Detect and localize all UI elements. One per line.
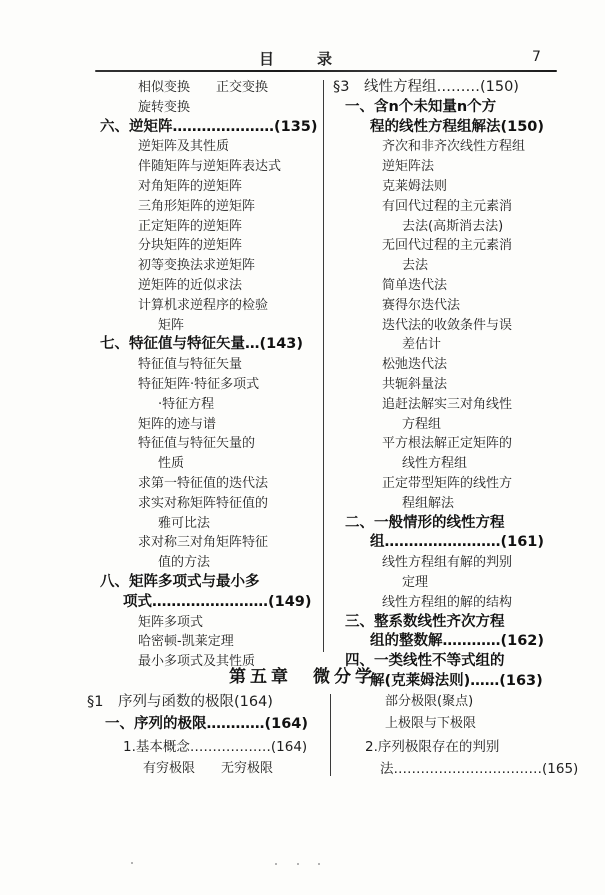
toc-entry: 八、矩阵多项式与最小多 <box>100 573 260 590</box>
toc-entry: 定理 <box>402 574 429 590</box>
page-title: 目 录 <box>258 50 346 68</box>
toc-entry: 2.序列极限存在的判别 <box>365 738 500 755</box>
toc-entry: 有回代过程的主元素消 <box>382 198 513 214</box>
toc-entry: 分块矩阵的逆矩阵 <box>138 238 243 254</box>
toc-entry: 特征值与特征矢量 <box>138 357 243 373</box>
scan-speck <box>297 863 299 865</box>
column-divider-bottom <box>330 694 331 776</box>
toc-entry: 四、一类线性不等式组的 <box>345 653 505 670</box>
toc-entry: 无回代过程的主元素消 <box>382 238 513 254</box>
toc-entry: 求第一特征值的迭代法 <box>138 475 269 491</box>
toc-entry: 逆矩阵法 <box>382 159 435 175</box>
chapter-heading: 第五章 微分学 <box>229 667 376 687</box>
toc-entry: 差估计 <box>402 337 442 353</box>
toc-entry: 七、特征值与特征矢量…(143) <box>100 336 304 353</box>
toc-entry: 1.基本概念………………(164) <box>123 738 308 755</box>
bottom-right-column <box>340 691 579 781</box>
toc-entry: 迭代法的收敛条件与误 <box>382 317 513 333</box>
toc-entry: §1 序列与函数的极限(164) <box>87 694 273 710</box>
toc-entry: 矩阵 <box>158 317 185 333</box>
toc-entry: 二、一般情形的线性方程 <box>345 514 505 531</box>
toc-entry: 一、含n个未知量n个方 <box>345 98 497 115</box>
toc-entry: 对角矩阵的逆矩阵 <box>138 178 243 194</box>
toc-entry: §3 线性方程组………(150) <box>333 79 519 95</box>
toc-entry: 三、整系数线性齐次方程 <box>345 613 505 630</box>
toc-entry: 六、逆矩阵…………………(135) <box>100 118 318 135</box>
toc-entry: 求对称三对角矩阵特征 <box>138 535 269 551</box>
toc-entry: 正定矩阵的逆矩阵 <box>138 218 243 234</box>
toc-entry: 克莱姆法则 <box>382 178 448 194</box>
toc-entry: 有穷极限 无穷极限 <box>143 761 274 777</box>
toc-entry: 法……………………………(165) <box>380 761 579 778</box>
toc-entry: 特征矩阵·特征多项式 <box>138 376 260 392</box>
toc-entry: 性质 <box>158 456 185 472</box>
right-column <box>333 78 563 692</box>
toc-entry: 计算机求逆程序的检验 <box>138 297 269 313</box>
toc-entry: 逆矩阵及其性质 <box>138 139 230 155</box>
toc-entry: 组的整数解…………(162) <box>370 633 545 650</box>
toc-entry: 伴随矩阵与逆矩阵表达式 <box>138 159 282 175</box>
page-number: 7 <box>532 49 541 65</box>
scan-speck <box>275 863 277 865</box>
toc-entry: 赛得尔迭代法 <box>382 297 461 313</box>
toc-entry: 程组解法 <box>402 495 455 511</box>
header-rule <box>95 70 557 72</box>
toc-entry: 组……………………(161) <box>370 534 545 551</box>
toc-entry: 旋转变换 <box>138 99 191 115</box>
toc-entry: 线性方程组有解的判别 <box>382 555 513 571</box>
toc-entry: 哈密顿-凯莱定理 <box>138 634 234 650</box>
toc-entry: 值的方法 <box>158 555 211 571</box>
toc-entry: 去法(高斯消去法) <box>402 218 504 234</box>
toc-entry: 相似变换 正交变换 <box>138 80 269 95</box>
toc-entry: 项式……………………(149) <box>123 593 312 610</box>
toc-entry: 去法 <box>402 258 429 274</box>
toc-entry: 上极限与下极限 <box>385 716 477 732</box>
scan-speck <box>131 862 133 864</box>
toc-entry: 线性方程组 <box>402 456 468 472</box>
toc-entry: 松弛迭代法 <box>382 357 448 373</box>
toc-entry: 一、序列的极限…………(164) <box>105 716 309 733</box>
toc-entry: 雅可比法 <box>158 515 211 531</box>
toc-entry: 追赶法解实三对角线性 <box>382 396 513 412</box>
toc-entry: 齐次和非齐次线性方程组 <box>382 139 526 155</box>
toc-entry: 线性方程组的解的结构 <box>382 594 513 610</box>
bottom-left-column <box>85 691 330 781</box>
toc-entry: 矩阵多项式 <box>138 614 204 630</box>
column-divider-top <box>323 80 324 652</box>
toc-entry: 矩阵的迹与谱 <box>138 416 217 432</box>
toc-entry: 求实对称矩阵特征值的 <box>138 495 269 511</box>
toc-entry: 三角形矩阵的逆矩阵 <box>138 198 256 214</box>
toc-entry: 最小多项式及其性质 <box>138 654 256 670</box>
toc-entry: 部分极限(聚点) <box>385 694 474 709</box>
toc-entry: 平方根法解正定矩阵的 <box>382 436 513 452</box>
scan-speck <box>318 863 320 865</box>
toc-entry: 特征值与特征矢量的 <box>138 436 256 452</box>
toc-entry: ·特征方程 <box>158 396 215 412</box>
toc-entry: 解(克莱姆法则)……(163) <box>370 672 543 689</box>
toc-entry: 正定带型矩阵的线性方 <box>382 475 513 491</box>
toc-entry: 逆矩阵的近似求法 <box>138 277 243 293</box>
toc-entry: 方程组 <box>402 416 442 432</box>
toc-entry: 初等变换法求逆矩阵 <box>138 258 256 274</box>
toc-entry: 简单迭代法 <box>382 277 448 293</box>
left-column <box>90 78 323 672</box>
toc-entry: 程的线性方程组解法(150) <box>370 118 545 135</box>
toc-entry: 共轭斜量法 <box>382 376 448 392</box>
